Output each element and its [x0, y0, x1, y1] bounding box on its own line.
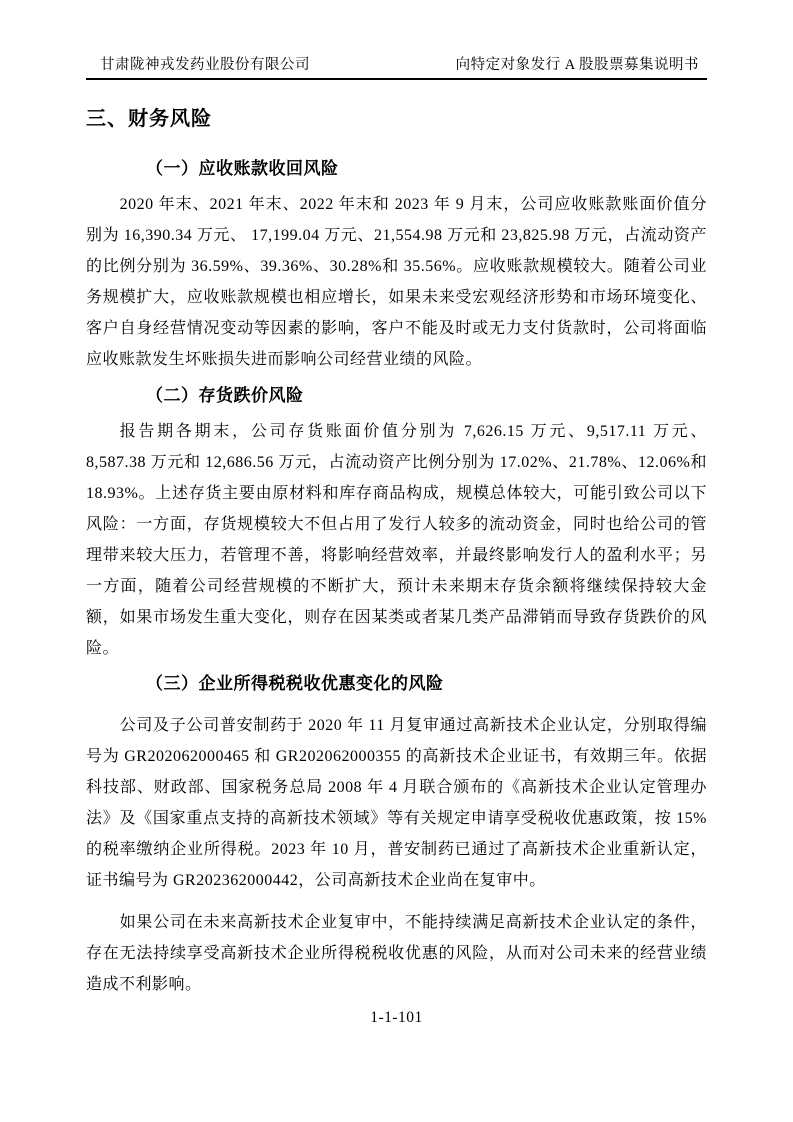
chapter-title: 三、财务风险	[86, 108, 212, 130]
paragraph-tax-preference-certificates: 公司及子公司普安制药于 2020 年 11 月复审通过高新技术企业认定，分别取得编号为 GR202062000465 和 GR202062000355 的高新技术企业证书，有效期三年。依据科技部、财政部、国家税务总局 2008 年 4 月联合颁布的《高新技术企业认定管理办法》及《国家重点支持的高新技术领域》等有关规定申请享受税收优惠政策，按 15%的税率缴纳企业所得税。2023 年 10 月，普安制药已通过了高新技术企业重新认定，证书编号为 GR202362000442，公司高新技术企业尚在复审中。	[86, 717, 707, 889]
paragraph-inventory-risk: 报告期各期末，公司存货账面价值分别为 7,626.15 万元、9,517.11 万元、8,587.38 万元和 12,686.56 万元，占流动资产比例分别为 17.02%、21.78%、12.06%和 18.93%。上述存货主要由原材料和库存商品构成，规模总体较大，可能引致公司以下风险：一方面，存货规模较大不但占用了发行人较多的流动资金，同时也给公司的管理带来较大压力，若管理不善，将影响经营效率，并最终影响发行人的盈利水平；另一方面，随着公司经营规模的不断扩大，预计未来期末存货余额将继续保持较大金额，如果市场发生重大变化，则存在因某类或者某几类产品滞销而导致存货跌价的风险。	[86, 423, 707, 657]
section-heading-receivables-risk: （一）应收账款收回风险	[146, 159, 339, 178]
page-number: 1-1-101	[370, 1009, 423, 1026]
section-heading-inventory-risk: （二）存货跌价风险	[146, 386, 304, 405]
header-company-name: 甘肃陇神戎发药业股份有限公司	[100, 57, 310, 73]
paragraph-receivables-risk: 2020 年末、2021 年末、2022 年末和 2023 年 9 月末，公司应收账款账面价值分别为 16,390.34 万元、 17,199.04 万元、21,554.98 万元和 23,825.98 万元，占流动资产的比例分别为 36.59%、39.36%、30.28%和 35.56%。应收账款规模较大。随着公司业务规模扩大，应收账款规模也相应增长，如果未来受宏观经济形势和市场环境变化、客户自身经营情况变动等因素的影响，客户不能及时或无力支付货款时，公司将面临应收账款发生坏账损失进而影响公司经营业绩的风险。	[86, 196, 707, 368]
page-header	[86, 57, 707, 80]
header-doc-title: 向特定对象发行 A 股股票募集说明书	[455, 57, 699, 73]
paragraph-tax-preference-impact: 如果公司在未来高新技术企业复审中，不能持续满足高新技术企业认定的条件，存在无法持续享受高新技术企业所得税税收优惠的风险，从而对公司未来的经营业绩造成不利影响。	[86, 914, 707, 993]
section-heading-tax-preference-risk: （三）企业所得税税收优惠变化的风险	[146, 674, 444, 693]
